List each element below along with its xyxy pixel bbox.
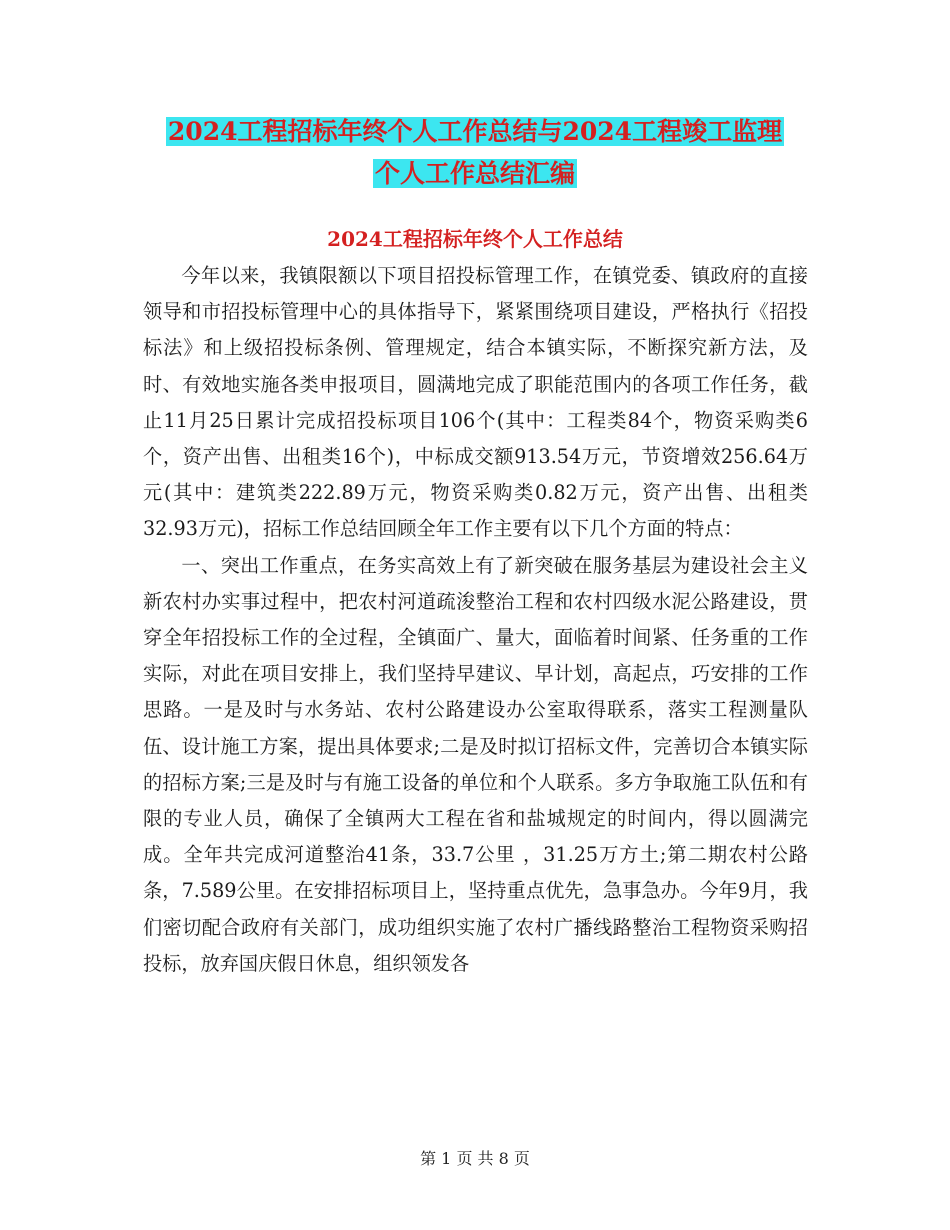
document-body — [143, 258, 808, 982]
title-highlight: 个人工作总结汇编 — [374, 159, 575, 188]
document-title-line-2 — [0, 152, 950, 196]
section-title: 2024工程招标年终个人工作总结 — [327, 227, 623, 251]
page-number: 第 1 页 共 8 页 — [420, 1149, 530, 1168]
paragraph: 今年以来，我镇限额以下项目招投标管理工作，在镇党委、镇政府的直接领导和市招投标管理中心的具体指导下，紧紧围绕项目建设，严格执行《招投标法》和上级招投标条例、管理规定，结合本镇实际，不断探究新方法，及时、有效地实施各类申报项目，圆满地完成了职能范围内的各项工作任务，截止11月25日累计完成招投标项目106个(其中：工程类84个，物资采购类6个，资产出售、出租类16个)，中标成交额913.54万元，节资增效256.64万元(其中：建筑类222.89万元，物资采购类0.82万元，资产出售、出租类32.93万元)，招标工作总结回顾全年工作主要有以下几个方面的特点： — [143, 264, 808, 541]
title-highlight: 2024工程招标年终个人工作总结与2024工程竣工监理 — [167, 117, 783, 146]
document-title-line-1 — [0, 110, 950, 154]
paragraph: 一、突出工作重点，在务实高效上有了新突破在服务基层为建设社会主义新农村办实事过程中，把农村河道疏浚整治工程和农村四级水泥公路建设，贯穿全年招投标工作的全过程，全镇面广、量大，面临着时间紧、任务重的工作实际，对此在项目安排上，我们坚持早建议、早计划，高起点，巧安排的工作思路。一是及时与水务站、农村公路建设办公室取得联系，落实工程测量队伍、设计施工方案，提出具体要求;二是及时拟订招标文件，完善切合本镇实际的招标方案;三是及时与有施工设备的单位和个人联系。多方争取施工队伍和有限的专业人员，确保了全镇两大工程在省和盐城规定的时间内，得以圆满完成。全年共完成河道整治41条，33.7公里 ，31.25万方土;第二期农村公路 条，7.589公里。在安排招标项目上，坚持重点优先，急事急办。今年9月，我们密切配合政府有关部门，成功组织实施了农村广播线路整治工程物资采购招投标，放弃国庆假日休息，组织领发各 — [143, 553, 808, 975]
